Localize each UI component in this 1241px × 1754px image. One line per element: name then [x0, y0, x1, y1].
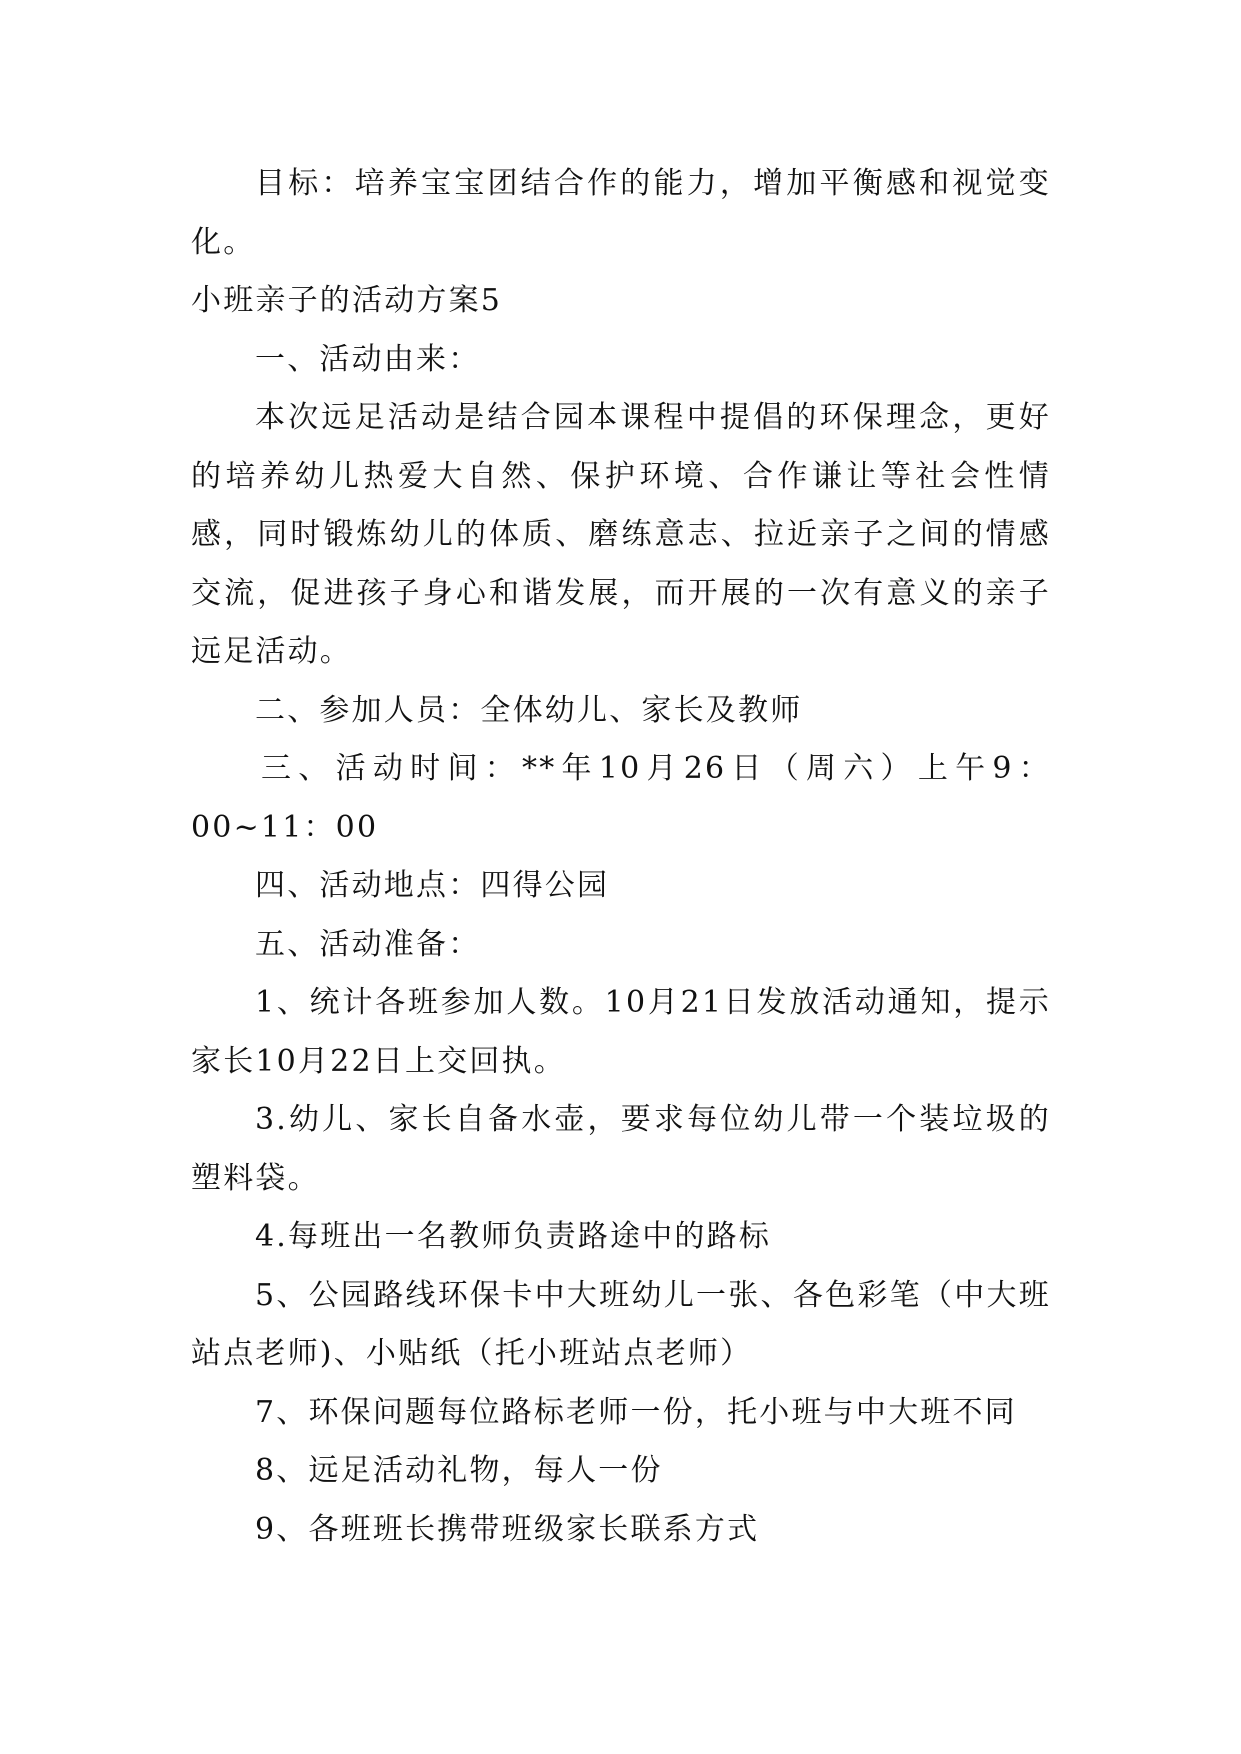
- activity-origin-heading: 一、活动由来：: [255, 341, 481, 377]
- activity-origin-paragraph: 本次远足活动是结合园本课程中提倡的环保理念，更好的培养幼儿热爱大自然、保护环境、合作谦让等社会性情感，同时锻炼幼儿的体质、磨练意志、拉近亲子之间的情感交流，促进孩子身心和谐发展，而开展的一次有意义的亲子远足活动。: [191, 400, 1051, 669]
- preparation-item-8: 8、远足活动礼物，每人一份: [255, 1453, 663, 1488]
- preparation-item-7: 7、环保问题每位路标老师一份，托小班与中大班不同: [255, 1394, 1017, 1430]
- activity-location-paragraph: 四、活动地点：四得公园: [255, 868, 610, 903]
- document-body: [191, 155, 1051, 1559]
- preparation-item-9: 9、各班班长携带班级家长联系方式: [255, 1511, 760, 1547]
- preparation-item-5: 5、公园路线环保卡中大班幼儿一张、各色彩笔（中大班站点老师)、小贴纸（托小班站点老师）: [191, 1277, 1051, 1371]
- activity-time-paragraph: 三、活动时间：**年10月26日（周六）上午9：00~11：00: [191, 751, 1051, 845]
- activity-preparation-heading: 五、活动准备：: [255, 926, 481, 962]
- goal-paragraph: 目标：培养宝宝团结合作的能力，增加平衡感和视觉变化。: [191, 166, 1051, 260]
- participants-paragraph: 二、参加人员：全体幼儿、家长及教师: [255, 692, 803, 728]
- section-heading: 小班亲子的活动方案5: [191, 283, 503, 318]
- preparation-item-1: 1、统计各班参加人数。10月21日发放活动通知，提示家长10月22日上交回执。: [191, 985, 1051, 1079]
- preparation-item-4: 4.每班出一名教师负责路途中的路标: [255, 1219, 772, 1254]
- preparation-item-3: 3.幼儿、家长自备水壶，要求每位幼儿带一个装垃圾的塑料袋。: [191, 1102, 1051, 1196]
